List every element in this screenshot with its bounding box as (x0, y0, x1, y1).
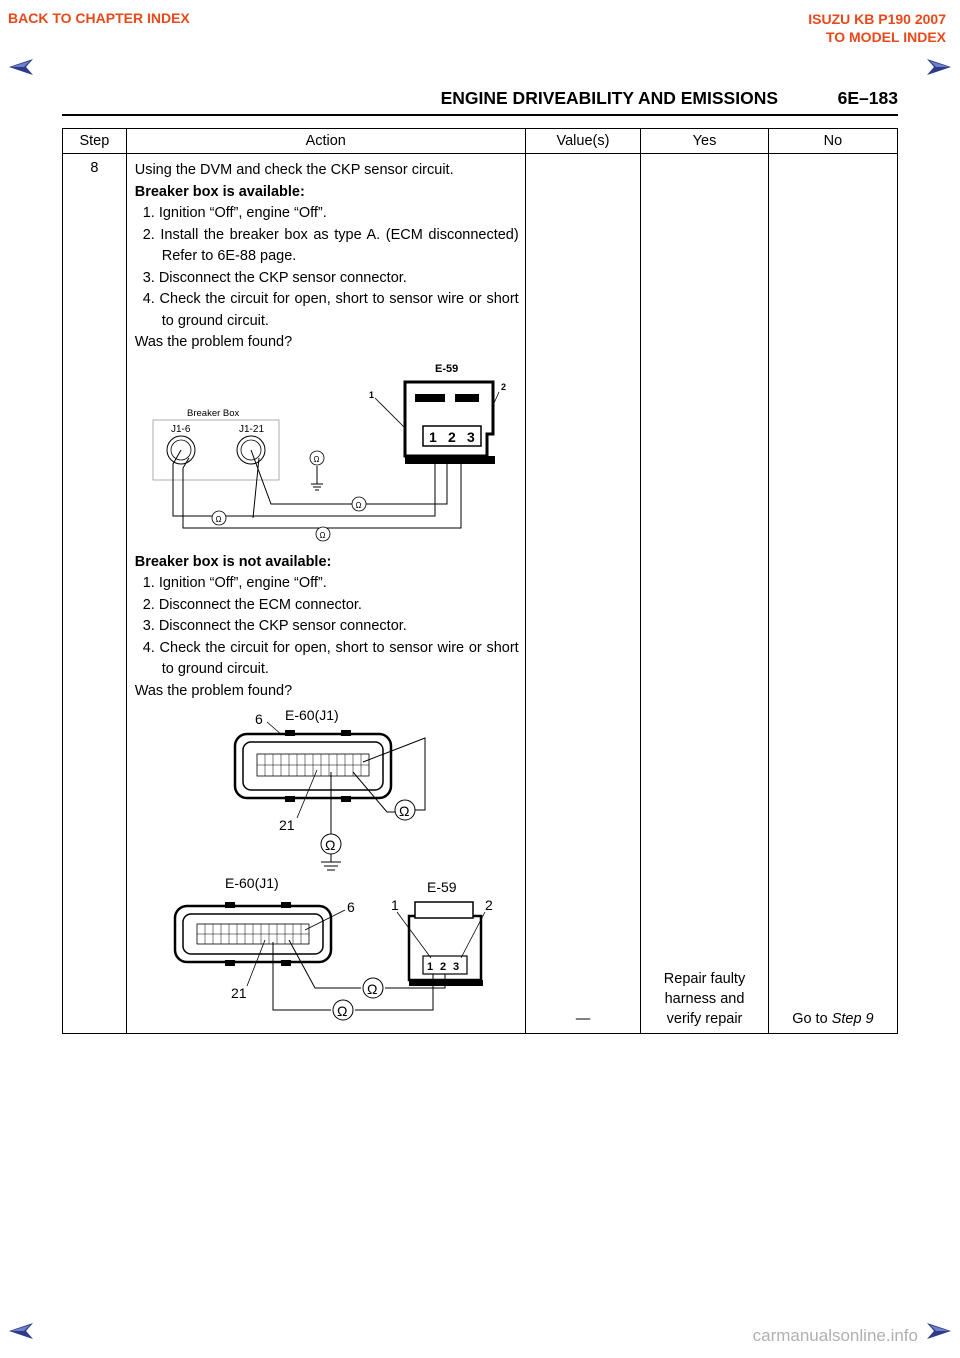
procedure-step: 4. Check the circuit for open, short to sensor wire or short to ground circuit. (142, 639, 519, 677)
connector-pin: 1 (428, 428, 437, 445)
svg-text:Ω: Ω (215, 514, 222, 524)
ohmmeter-icon (395, 800, 415, 820)
procedure-step: 2. Install the breaker box as type A. (ECM disconnected) Refer to 6E-88 page. (142, 226, 519, 264)
procedure-step: 1. Ignition “Off”, engine “Off”. (142, 205, 327, 221)
ckp-connector-icon (405, 382, 495, 464)
breaker-box-label: Breaker Box (186, 407, 239, 419)
ohmmeter-icon (333, 1000, 353, 1020)
connector-pin: 2 (447, 428, 456, 445)
ohmmeter-icon (316, 527, 330, 541)
column-header-yes: Yes (641, 129, 769, 154)
procedure-step: 4. Check the circuit for open, short to sensor wire or short to ground circuit. (142, 291, 519, 329)
ecm-to-ckp-diagram (135, 872, 519, 1022)
column-header-no: No (768, 129, 897, 154)
question-2: Was the problem found? (134, 682, 293, 699)
ckp-connector-icon (409, 902, 483, 986)
connector-pin: 3 (466, 428, 475, 445)
action-cell (126, 154, 525, 1034)
pin-6-callout: 6 (254, 711, 263, 727)
no-prefix: Go to (792, 1011, 832, 1027)
back-to-chapter-index-link[interactable]: BACK TO CHAPTER INDEX (8, 10, 190, 26)
pin-21-callout: 21 (230, 985, 247, 1001)
svg-text:Ω: Ω (324, 837, 336, 853)
table-header-row (63, 129, 898, 154)
ecm-connector-icon (235, 730, 391, 802)
svg-text:Ω: Ω (319, 530, 326, 540)
ohmmeter-icon (363, 978, 383, 998)
breaker-not-available-steps (135, 573, 519, 681)
svg-text:Ω: Ω (398, 803, 410, 819)
ckp-connector-label: E-59 (426, 879, 457, 895)
ohmmeter-icon (352, 497, 366, 511)
svg-text:Ω: Ω (355, 500, 362, 510)
ohmmeter-icon (310, 451, 324, 465)
pin1-callout: 1 (368, 389, 374, 400)
model-name: ISUZU KB P190 2007 (808, 11, 946, 27)
breaker-available-steps (135, 203, 519, 332)
procedure-step: 1. Ignition “Off”, engine “Off”. (142, 575, 327, 591)
svg-text:Ω: Ω (366, 981, 378, 997)
connector-pin: 2 (439, 961, 446, 973)
svg-text:Ω: Ω (336, 1003, 348, 1019)
action-intro: Using the DVM and check the CKP sensor circuit. (134, 162, 454, 178)
question-1: Was the problem found? (134, 334, 293, 350)
ckp-pin2-callout: 2 (484, 897, 493, 913)
next-page-arrow-icon[interactable] (926, 58, 952, 76)
column-header-values: Value(s) (525, 129, 640, 154)
column-header-step: Step (63, 129, 127, 154)
ecm-connector-icon (175, 902, 331, 966)
ckp-pin1-callout: 1 (390, 897, 399, 913)
breaker-available-heading: Breaker box is available: (134, 183, 305, 200)
svg-text:Ω: Ω (313, 454, 320, 464)
watermark: carmanualsonline.info (752, 1326, 918, 1345)
e59-label: E-59 (434, 362, 458, 375)
yes-text: Repair faulty harness and verify repair (663, 971, 746, 1027)
ecm-connector-diagram (135, 702, 519, 872)
connector-pin: 1 (426, 961, 433, 973)
value-text: — (575, 1011, 591, 1027)
procedure-step: 3. Disconnect the CKP sensor connector. (142, 618, 407, 634)
diagnostic-table (62, 128, 898, 1034)
model-index-link[interactable] (808, 10, 946, 46)
procedure-step: 3. Disconnect the CKP sensor connector. (142, 269, 407, 286)
yes-cell (641, 154, 769, 1034)
terminal-j1-6-label: J1-6 (170, 423, 191, 435)
previous-page-arrow-icon[interactable] (8, 1322, 34, 1340)
no-cell (768, 154, 897, 1034)
e60-label: E-60(J1) (284, 707, 339, 723)
page-header (62, 86, 898, 116)
step-9-link[interactable]: Step 9 (831, 1011, 874, 1027)
page-number: 6E–183 (837, 88, 898, 108)
column-header-action: Action (126, 129, 525, 154)
section-title: ENGINE DRIVEABILITY AND EMISSIONS (440, 88, 778, 108)
table-row (63, 154, 898, 1034)
breaker-box-diagram (135, 354, 519, 550)
ecm-connector-label: E-60(J1) (224, 875, 279, 891)
value-cell (525, 154, 640, 1034)
procedure-step: 2. Disconnect the ECM connector. (142, 596, 362, 613)
step-number: 8 (63, 154, 127, 1034)
terminal-j1-21-label: J1-21 (238, 423, 264, 435)
pin-6-callout: 6 (346, 899, 355, 915)
pin2-callout: 2 (500, 381, 506, 392)
breaker-not-available-heading: Breaker box is not available: (134, 553, 332, 570)
next-page-arrow-icon[interactable] (926, 1322, 952, 1340)
pin-21-callout: 21 (278, 817, 295, 833)
previous-page-arrow-icon[interactable] (8, 58, 34, 76)
connector-pin: 3 (452, 961, 459, 973)
ohmmeter-icon (212, 511, 226, 525)
to-model-index[interactable]: TO MODEL INDEX (825, 29, 946, 45)
ohmmeter-icon (321, 834, 341, 854)
